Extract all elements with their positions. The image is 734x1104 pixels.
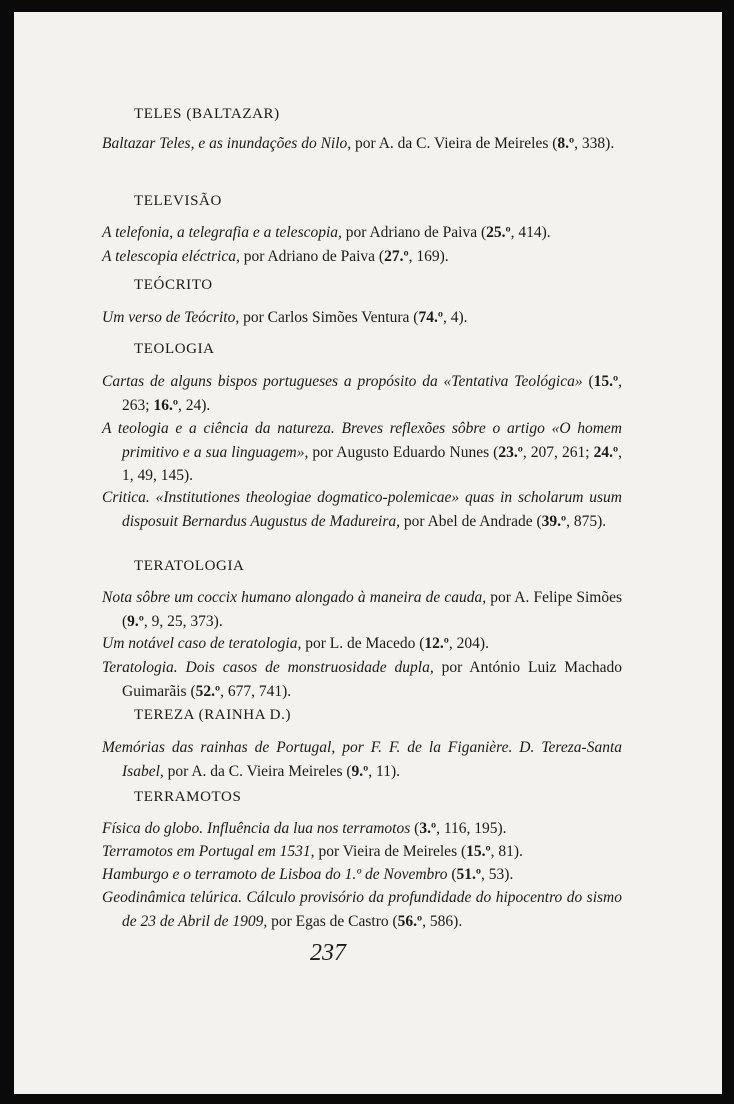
entry-author: por Adriano de Paiva ( [341, 224, 487, 241]
bibliography-entry [102, 586, 622, 633]
entry-volume: 25.º [486, 224, 511, 241]
entry-author: por A. da C. Vieira Meireles ( [163, 762, 352, 780]
entry-title: Terramotos em Portugal em 1531, [102, 843, 315, 860]
entry-author: por Carlos Simões Ventura ( [239, 309, 419, 326]
page-number: 237 [310, 940, 346, 966]
bibliography-entry [102, 245, 622, 269]
document-page [14, 12, 722, 1094]
entry-pages: , 677, 741). [220, 682, 292, 700]
entry-volume: 51.º [456, 866, 482, 883]
entry-title: Um verso de Teócrito, [102, 309, 240, 326]
entry-pages: , 53). [481, 866, 514, 883]
entry-pages-2: , 24). [177, 396, 211, 414]
entry-title: Teratologia. Dois casos de monstruosidade dupla, [102, 659, 434, 676]
entry-title: Um notável caso de teratologia, [102, 635, 302, 652]
entry-title: Nota sôbre um coccix humano alongado à maneira de cauda, [102, 589, 487, 606]
entry-author: por A. da C. Vieira de Meireles ( [351, 135, 558, 152]
section-heading-tereza: TEREZA (RAINHA D.) [134, 707, 292, 723]
bibliography-entry [102, 132, 622, 156]
bibliography-entry [102, 221, 622, 245]
entry-title: Hamburgo e o terramoto de Lisboa do 1.º de Novembro [102, 866, 448, 883]
entry-pages: , 338). [574, 135, 615, 152]
entry-pages: , 263; [122, 373, 622, 414]
entry-pages: , 9, 25, 373). [143, 612, 223, 630]
entry-volume: 12.º [424, 635, 449, 652]
entry-author: ( [410, 820, 420, 837]
entry-volume: 9.º [127, 612, 144, 630]
entry-author: por L. de Macedo ( [301, 635, 425, 652]
section-heading-teocrito: TEÓCRITO [134, 277, 213, 293]
bibliography-entry [102, 736, 622, 783]
bibliography-entry [102, 863, 622, 887]
entry-volume: 39.º [541, 512, 567, 530]
entry-title: A teologia e a ciência da natureza. Breves reflexões sôbre o artigo «O homem primitivo e a sua linguagem», [102, 420, 622, 461]
entry-pages: , 586). [422, 912, 463, 930]
entry-title: A telefonia, a telegrafia e a telescopia, [102, 224, 342, 241]
section-heading-terramotos: TERRAMOTOS [134, 789, 242, 805]
entry-pages: , 169). [408, 248, 449, 265]
section-heading-teratologia: TERATOLOGIA [134, 558, 245, 574]
entry-pages-2: , 1, 49, 145). [122, 443, 622, 484]
entry-volume: 3.º [419, 820, 437, 837]
entry-pages: , 204). [448, 635, 489, 652]
bibliography-entry [102, 817, 622, 841]
entry-title: Física do globo. Influência da lua nos terramotos [102, 820, 411, 837]
entry-volume: 15.º [466, 843, 491, 860]
entry-volume-2: 16.º [153, 396, 178, 414]
entry-volume: 8.º [557, 135, 575, 152]
entry-author: por Augusto Eduardo Nunes ( [308, 443, 499, 461]
entry-author: ( [582, 373, 594, 390]
entry-title: Memórias das rainhas de Portugal, por F. F. de la Figanière. D. Tereza-Santa Isabel, [102, 739, 622, 780]
section-heading-teologia: TEOLOGIA [134, 341, 215, 357]
entry-pages: , 414). [510, 224, 551, 241]
entry-title: Baltazar Teles, e as inundações do Nilo, [102, 135, 352, 152]
bibliography-entry [102, 656, 622, 703]
entry-pages: , 875). [566, 512, 607, 530]
entry-volume: 15.º [593, 373, 619, 390]
entry-pages: , 116, 195). [436, 820, 507, 837]
entry-volume: 52.º [195, 682, 221, 700]
entry-author: por Abel de Andrade ( [400, 512, 542, 530]
entry-volume-2: 24.º [593, 443, 619, 461]
entry-author: por Egas de Castro ( [267, 912, 398, 930]
entry-volume: 56.º [397, 912, 423, 930]
section-heading-teles: TELES (BALTAZAR) [134, 106, 280, 122]
bibliography-entry [102, 306, 622, 330]
entry-title: Critica. «Institutiones theologiae dogmatico-polemicae» quas in scholarum usum disposuit Bernardus Augustus de Madureira, [102, 489, 622, 530]
bibliography-entry [102, 486, 622, 533]
entry-author: por A. Felipe Simões ( [122, 589, 623, 630]
bibliography-entry [102, 370, 622, 417]
entry-title: A telescopia eléctrica, [102, 248, 240, 265]
bibliography-entry [102, 840, 622, 864]
entry-volume: 27.º [384, 248, 409, 265]
entry-pages: , 11). [368, 762, 400, 780]
entry-author: por Adriano de Paiva ( [239, 248, 385, 265]
entry-volume: 9.º [351, 762, 369, 780]
bibliography-entry [102, 886, 622, 933]
entry-volume: 23.º [498, 443, 523, 461]
entry-volume: 74.º [418, 309, 443, 326]
bibliography-entry [102, 632, 622, 656]
section-heading-televisao: TELEVISÃO [134, 193, 222, 209]
entry-title: Geodinâmica telúrica. Cálculo provisório da profundidade do hipocentro do sismo de 23 de Abril de 1909, [102, 889, 622, 930]
entry-author: ( [447, 866, 457, 883]
entry-author: por Vieira de Meireles ( [314, 843, 467, 860]
entry-pages: , 207, 261; [522, 443, 594, 461]
bibliography-entry [102, 417, 622, 488]
entry-author: por António Luiz Machado Guimarãis ( [122, 659, 622, 700]
entry-title: Cartas de alguns bispos portugueses a propósito da «Tentativa Teológica» [102, 373, 583, 390]
entry-pages: , 81). [490, 843, 523, 860]
entry-pages: , 4). [442, 309, 468, 326]
